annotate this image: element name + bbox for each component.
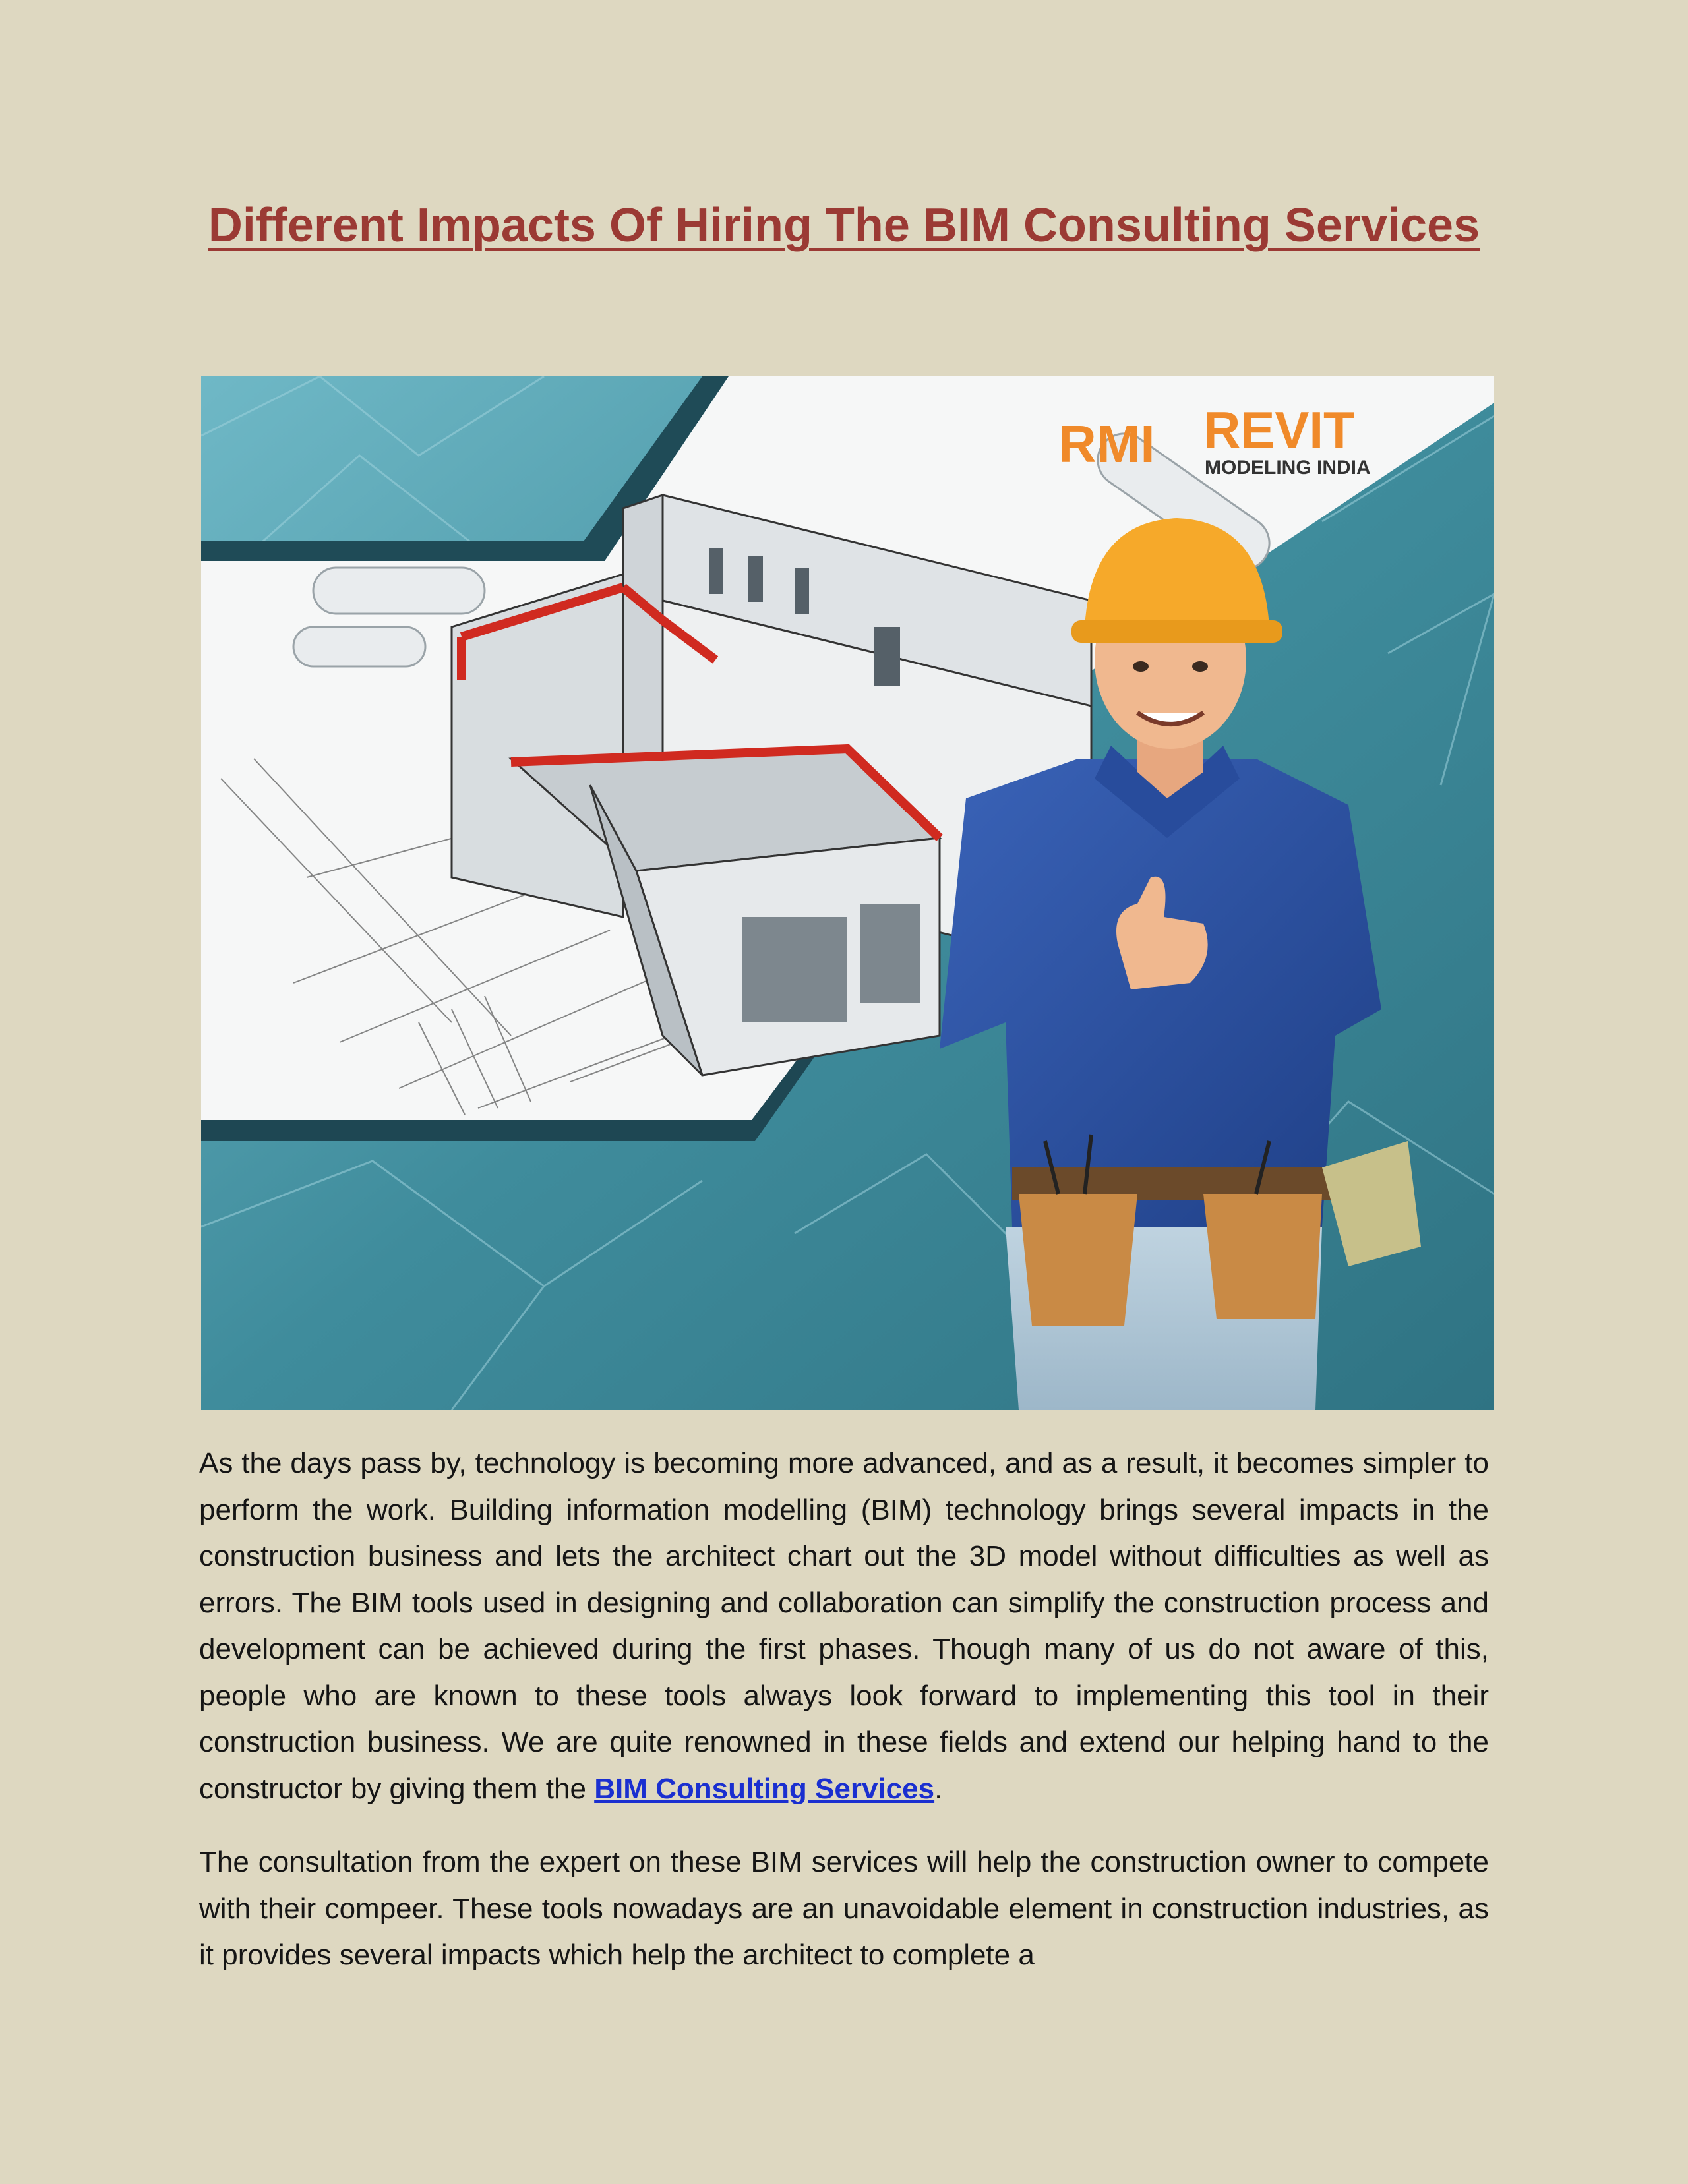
paragraph-1-tail: . [934,1772,943,1805]
logo-text: REVIT [1203,401,1355,459]
logo-mark: RMI [1058,415,1155,473]
paragraph-2: The consultation from the expert on these BIM services will help the construction owner to compete with their compeer. These tools nowadays are an unavoidable element in construction industries, as it provides several impacts which help the architect to complete a [199,1846,1489,1971]
logo-subtext: MODELING INDIA [1205,457,1371,479]
hero-image [201,376,1494,1410]
paragraph-1 [199,1440,1489,1812]
paragraph-1-text: As the days pass by, technology is becoming more advanced, and as a result, it becomes simpler to perform the work. Building information modelling (BIM) technology brings several impacts in the construction business and lets the architect chart out the 3D model without difficulties as well as errors. The BIM tools used in designing and collaboration can simplify the construction process and development can be achieved during the first phases. Though many of us do not aware of this, people who are known to these tools always look forward to implementing this tool in their construction business. We are quite renowned in these fields and extend our helping hand to the constructor by giving them the [199,1447,1489,1805]
article-body [199,1440,1489,2006]
bim-consulting-services-link[interactable]: BIM Consulting Services [594,1772,935,1805]
page-title: Different Impacts Of Hiring The BIM Consulting Services [208,199,1480,252]
